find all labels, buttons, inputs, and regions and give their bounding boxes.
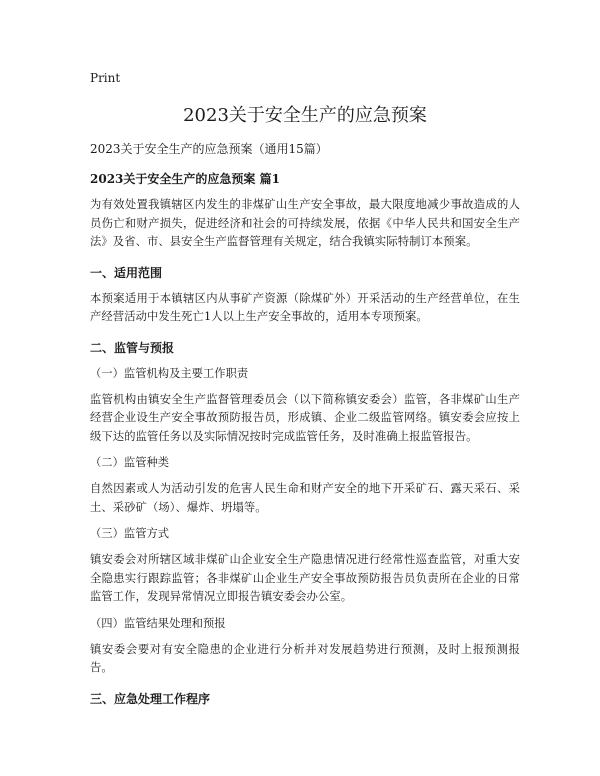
document-subtitle: 2023关于安全生产的应急预案（通用15篇） — [90, 142, 328, 156]
section-heading-scope: 一、适用范围 — [90, 265, 163, 280]
subheading-types: （二）监管种类 — [90, 456, 170, 469]
subheading-results: （四）监管结果处理和预报 — [90, 616, 226, 630]
method-paragraph: 镇安委会对所辖区域非煤矿山企业安全生产隐患情况进行经常性巡查监管，对重大安全隐患实行跟踪监管；各非煤矿山企业生产安全事故预防报告员负责所在企业的日常监管工作，发现异常情况立即报告镇安委会办公室。 — [90, 553, 520, 603]
scope-paragraph: 本预案适用于本镇辖区内从事矿产资源（除煤矿外）开采活动的生产经营单位，在生产经营活动中发生死亡1人以上生产安全事故的，适用本专项预案。 — [90, 291, 520, 323]
section-heading-procedure: 三、应急处理工作程序 — [90, 691, 211, 706]
article-heading: 2023关于安全生产的应急预案 篇1 — [90, 172, 280, 186]
results-paragraph: 镇安委会要对有安全隐患的企业进行分析并对发展趋势进行预测，及时上报预测报告。 — [90, 642, 520, 674]
subheading-agency: （一）监管机构及主要工作职责 — [90, 366, 249, 380]
page-title: 2023关于安全生产的应急预案 — [183, 105, 427, 126]
agency-paragraph: 监管机构由镇安全生产监督管理委员会（以下简称镇安委会）监管，各非煤矿山生产经营企业设生产安全事故预防报告员，形成镇、企业二级监管网络。镇安委会应按上级下达的监管任务以及实际情况按时完成监管任务，及时准确上报监管报告。 — [90, 392, 520, 443]
subheading-method: （三）监管方式 — [90, 527, 170, 540]
print-label[interactable]: Print — [90, 71, 121, 85]
section-heading-supervision: 二、监管与预报 — [90, 340, 175, 355]
document-page — [90, 70, 520, 716]
types-paragraph: 自然因素或人为活动引发的危害人民生命和财产安全的地下开采矿石、露天采石、采土、采砂矿（场）、爆炸、坍塌等。 — [90, 482, 520, 514]
intro-paragraph: 为有效处置我镇辖区内发生的非煤矿山生产安全事故，最大限度地减少事故造成的人员伤亡和财产损失，促进经济和社会的可持续发展，依据《中华人民共和国安全生产法》及省、市、县安全生产监督管理有关规定，结合我镇实际特制订本预案。 — [90, 198, 520, 248]
